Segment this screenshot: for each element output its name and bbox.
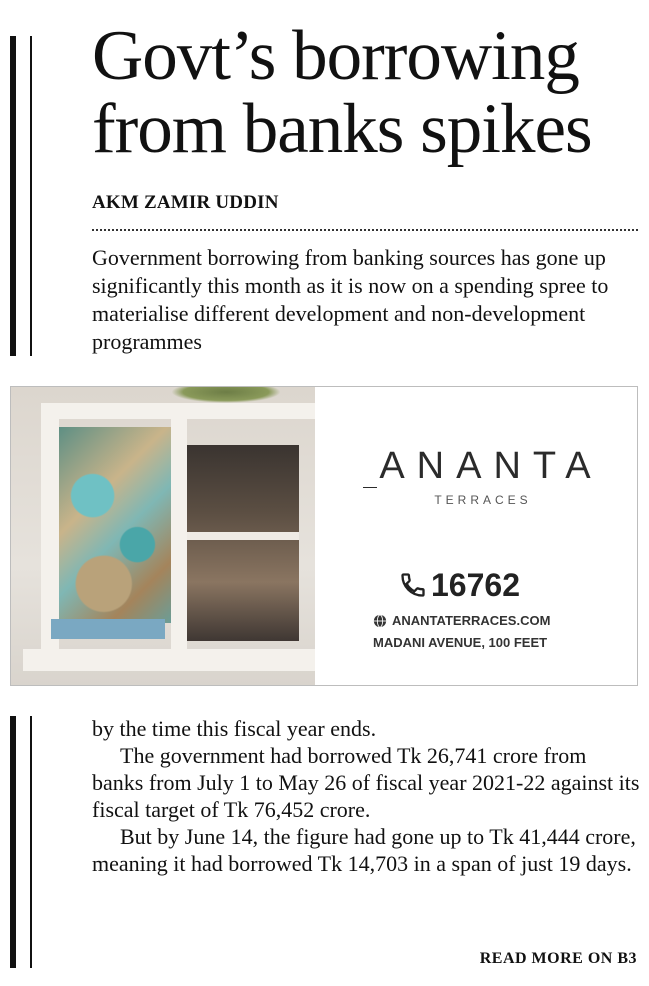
byline: AKM ZAMIR UDDIN xyxy=(92,192,279,213)
ad-address: MADANI AVENUE, 100 FEET xyxy=(373,635,548,650)
pool-panel xyxy=(51,619,165,639)
building-mid-column xyxy=(171,419,187,657)
column-rule-top-thick xyxy=(10,36,16,356)
building-top-slab xyxy=(41,403,315,419)
column-rule-top-thin xyxy=(30,36,32,356)
headline: Govt’s borrowing from banks spikes xyxy=(92,17,592,168)
ad-sub-brand: TERRACES xyxy=(434,493,532,507)
floor-divider xyxy=(187,532,299,540)
dotted-divider xyxy=(92,229,638,231)
ad-phone[interactable] xyxy=(399,565,520,605)
decorative-glass-wall xyxy=(59,427,171,623)
read-more-link[interactable]: READ MORE ON B3 xyxy=(479,950,637,967)
ad-phone-number: 16762 xyxy=(431,566,520,603)
ad-website-text: ANANTATERRACES.COM xyxy=(392,613,551,628)
body-paragraph-2: The government had borrowed Tk 26,741 crore from banks from July 1 to May 26 of fiscal year 2021-22 against its fiscal target of Tk 76,452 crore. xyxy=(92,743,640,822)
globe-icon xyxy=(373,614,387,628)
lead-paragraph: Government borrowing from banking sources has gone up significantly this month as it is now on a spending spree to materialise different development and non-development programmes xyxy=(92,245,609,354)
ad-website[interactable] xyxy=(373,613,550,628)
brand-accent-line xyxy=(363,487,377,488)
body-paragraph-1: by the time this fiscal year ends. xyxy=(92,716,377,741)
column-rule-bottom-thick xyxy=(10,716,16,968)
ad-building-photo xyxy=(11,387,315,685)
interior-room xyxy=(187,445,299,641)
ad-brand: ANANTA xyxy=(379,445,603,487)
phone-icon xyxy=(399,571,427,599)
advertisement[interactable] xyxy=(10,386,638,686)
column-rule-bottom-thin xyxy=(30,716,32,968)
building-base xyxy=(23,649,315,671)
body-paragraph-3: But by June 14, the figure had gone up to Tk 41,444 crore, meaning it had borrowed Tk 14,703 in a span of just 19 days. xyxy=(92,824,636,876)
rooftop-plants xyxy=(171,387,281,403)
article-body xyxy=(92,715,640,877)
